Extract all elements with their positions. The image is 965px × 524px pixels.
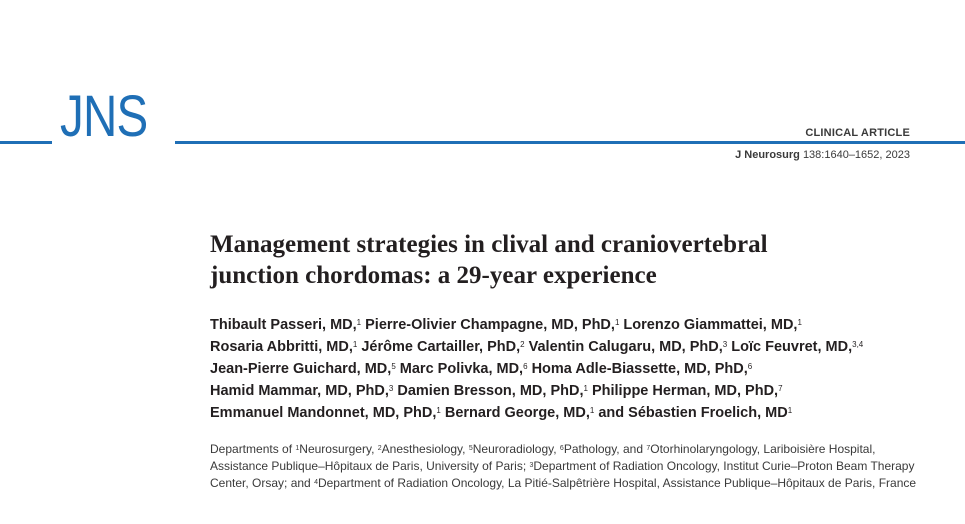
affiliation-marker: 7 bbox=[778, 384, 783, 393]
affiliation-text: Department of Radiation Oncology, Institut Curie–Proton Beam Therapy Center, Orsay; and bbox=[210, 459, 915, 490]
title-line-1: Management strategies in clival and craniovertebral bbox=[210, 231, 768, 258]
affiliation-marker: 1 bbox=[436, 406, 441, 415]
affiliation-text: Departments of bbox=[210, 442, 296, 456]
affiliation-marker: 1 bbox=[614, 318, 620, 327]
author-name: Philippe Herman, MD, PhD, bbox=[587, 383, 779, 399]
article-title bbox=[210, 229, 910, 291]
affiliation-text: Neuroradiology, bbox=[472, 442, 560, 456]
author-name: Loïc Feuvret, MD, bbox=[727, 339, 853, 355]
citation bbox=[735, 149, 910, 161]
affiliation-marker: 3,4 bbox=[852, 340, 864, 349]
author-name: Pierre-Olivier Champagne, MD, PhD, bbox=[361, 317, 615, 333]
affiliation-text: Pathology, and bbox=[563, 442, 647, 456]
affiliation-marker: 1 bbox=[589, 406, 595, 415]
author-line bbox=[210, 358, 940, 380]
affiliation-marker: 1 bbox=[356, 318, 362, 327]
author-line bbox=[210, 314, 940, 336]
affiliation-text: Otorhinolaryngology, Lariboisière Hospital, Assistance Publique–Hôpitaux de Paris, University of Paris; bbox=[210, 442, 876, 473]
affiliation-marker: 1 bbox=[797, 318, 802, 327]
author-name: Bernard George, MD, bbox=[440, 405, 590, 421]
affiliation-marker: 6 bbox=[747, 362, 753, 371]
article-type: CLINICAL ARTICLE bbox=[805, 127, 910, 139]
author-name: Emmanuel Mandonnet, MD, PhD, bbox=[210, 405, 437, 421]
author-name: Damien Bresson, MD, PhD, bbox=[393, 383, 584, 399]
author-name: Marc Polivka, MD, bbox=[395, 361, 524, 377]
author-list bbox=[210, 314, 940, 424]
author-name: Jérôme Cartailler, PhD, bbox=[357, 339, 521, 355]
affiliation-marker: 6 bbox=[559, 445, 564, 452]
affiliation-marker: 5 bbox=[391, 362, 396, 371]
affiliation-text: Department of Radiation Oncology, La Pitié-Salpêtrière Hospital, Assistance Publique–Hôpitaux de Paris, France bbox=[317, 476, 917, 490]
author-name: Jean-Pierre Guichard, MD, bbox=[210, 361, 392, 377]
affiliation-marker: 2 bbox=[377, 445, 382, 452]
affiliation-marker: 1 bbox=[352, 340, 358, 349]
author-line bbox=[210, 380, 940, 402]
author-name: Hamid Mammar, MD, PhD, bbox=[210, 383, 389, 399]
title-line-2: junction chordomas: a 29-year experience bbox=[210, 262, 657, 289]
citation-details: 138:1640–1652, 2023 bbox=[802, 149, 910, 161]
affiliation-marker: 6 bbox=[523, 362, 528, 371]
affiliation-marker: 3 bbox=[722, 340, 728, 349]
author-name: and Sébastien Froelich, MD bbox=[594, 405, 788, 421]
author-line bbox=[210, 402, 940, 424]
author-name: Thibault Passeri, MD, bbox=[210, 317, 357, 333]
author-name: Rosaria Abbritti, MD, bbox=[210, 339, 353, 355]
author-name: Lorenzo Giammattei, MD, bbox=[619, 317, 798, 333]
affiliation-marker: 3 bbox=[388, 384, 394, 393]
author-name: Homa Adle-Biassette, MD, PhD, bbox=[527, 361, 748, 377]
affiliation-marker: 1 bbox=[583, 384, 588, 393]
affiliation-marker: 2 bbox=[520, 340, 525, 349]
affiliations bbox=[210, 441, 920, 492]
affiliation-marker: 1 bbox=[295, 445, 300, 452]
author-name: Valentin Calugaru, MD, PhD, bbox=[524, 339, 723, 355]
affiliation-marker: 4 bbox=[314, 479, 318, 486]
affiliation-marker: 7 bbox=[646, 445, 651, 452]
affiliation-marker: 5 bbox=[468, 445, 473, 452]
affiliation-marker: 1 bbox=[787, 406, 793, 415]
journal-logo bbox=[52, 84, 175, 164]
affiliation-text: Neurosurgery, bbox=[299, 442, 378, 456]
journal-name: J Neurosurg bbox=[735, 149, 800, 161]
author-line bbox=[210, 336, 940, 358]
affiliation-marker: 3 bbox=[529, 462, 534, 469]
affiliation-text: Anesthesiology, bbox=[381, 442, 469, 456]
journal-logo-text: JNS bbox=[60, 84, 148, 149]
